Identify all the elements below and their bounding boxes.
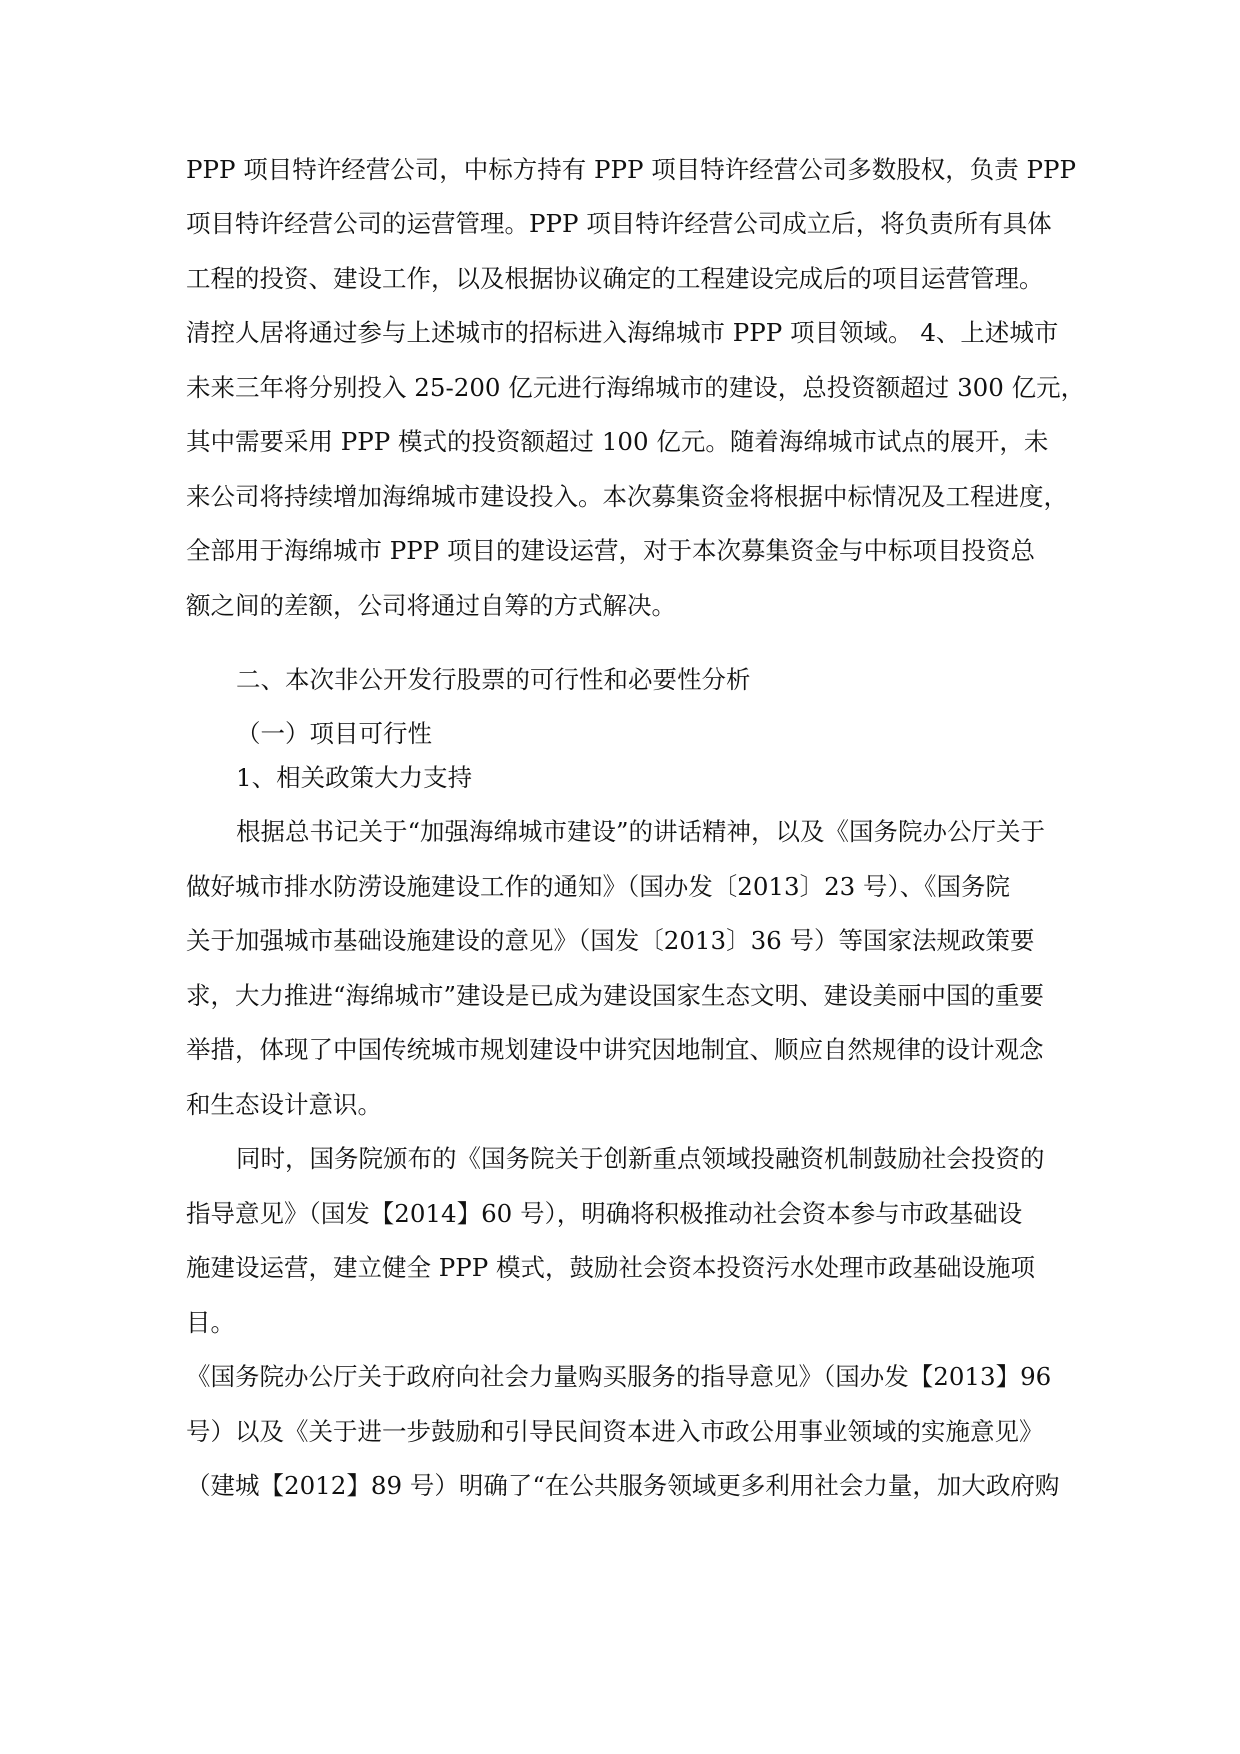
paragraph-2-line-6: 和生态设计意识。 xyxy=(186,1090,382,1119)
item-heading: 1、相关政策大力支持 xyxy=(236,763,473,792)
paragraph-3-line-1: 同时，国务院颁布的《国务院关于创新重点领域投融资机制鼓励社会投资的 xyxy=(236,1144,1045,1173)
paragraph-1-line-4: 清控人居将通过参与上述城市的招标进入海绵城市 PPP 项目领域。 4、上述城市 xyxy=(186,318,1059,347)
paragraph-1-line-8: 全部用于海绵城市 PPP 项目的建设运营，对于本次募集资金与中标项目投资总 xyxy=(186,536,1036,565)
paragraph-4-line-2: 号）以及《关于进一步鼓励和引导民间资本进入市政公用事业领域的实施意见》 xyxy=(186,1417,1044,1446)
paragraph-2-line-1: 根据总书记关于“加强海绵城市建设”的讲话精神，以及《国务院办公厅关于 xyxy=(236,817,1046,846)
paragraph-2-line-5: 举措，体现了中国传统城市规划建设中讲究因地制宜、顺应自然规律的设计观念 xyxy=(186,1035,1044,1064)
paragraph-2-line-4: 求，大力推进“海绵城市”建设是已成为建设国家生态文明、建设美丽中国的重要 xyxy=(186,981,1045,1010)
paragraph-1-line-6: 其中需要采用 PPP 模式的投资额超过 100 亿元。随着海绵城市试点的展开，未 xyxy=(186,427,1049,456)
paragraph-2-line-2: 做好城市排水防涝设施建设工作的通知》（国办发〔2013〕23 号）、《国务院 xyxy=(186,872,1011,901)
paragraph-3-line-2: 指导意见》（国发【2014】60 号），明确将积极推动社会资本参与市政基础设 xyxy=(186,1199,1023,1228)
paragraph-1-line-5: 未来三年将分别投入 25-200 亿元进行海绵城市的建设，总投资额超过 300 亿元， xyxy=(186,373,1086,402)
paragraph-1-line-2: 项目特许经营公司的运营管理。PPP 项目特许经营公司成立后，将负责所有具体 xyxy=(186,209,1052,238)
paragraph-3-line-4: 目。 xyxy=(186,1308,235,1337)
subsection-heading: （一）项目可行性 xyxy=(236,719,432,748)
paragraph-2-line-3: 关于加强城市基础设施建设的意见》（国发〔2013〕36 号）等国家法规政策要 xyxy=(186,926,1035,955)
paragraph-1-line-3: 工程的投资、建设工作，以及根据协议确定的工程建设完成后的项目运营管理。 xyxy=(186,264,1044,293)
section-heading: 二、本次非公开发行股票的可行性和必要性分析 xyxy=(236,665,751,694)
paragraph-4-line-1: 《国务院办公厅关于政府向社会力量购买服务的指导意见》（国办发【2013】96 xyxy=(186,1362,1052,1391)
paragraph-4-line-3: （建城【2012】89 号）明确了“在公共服务领域更多利用社会力量，加大政府购 xyxy=(186,1471,1060,1500)
paragraph-1-line-7: 来公司将持续增加海绵城市建设投入。本次募集资金将根据中标情况及工程进度， xyxy=(186,482,1068,511)
paragraph-1-line-9: 额之间的差额，公司将通过自筹的方式解决。 xyxy=(186,591,676,620)
paragraph-3-line-3: 施建设运营，建立健全 PPP 模式，鼓励社会资本投资污水处理市政基础设施项 xyxy=(186,1253,1036,1282)
paragraph-1-line-1: PPP 项目特许经营公司，中标方持有 PPP 项目特许经营公司多数股权，负责 PPP xyxy=(186,155,1077,184)
